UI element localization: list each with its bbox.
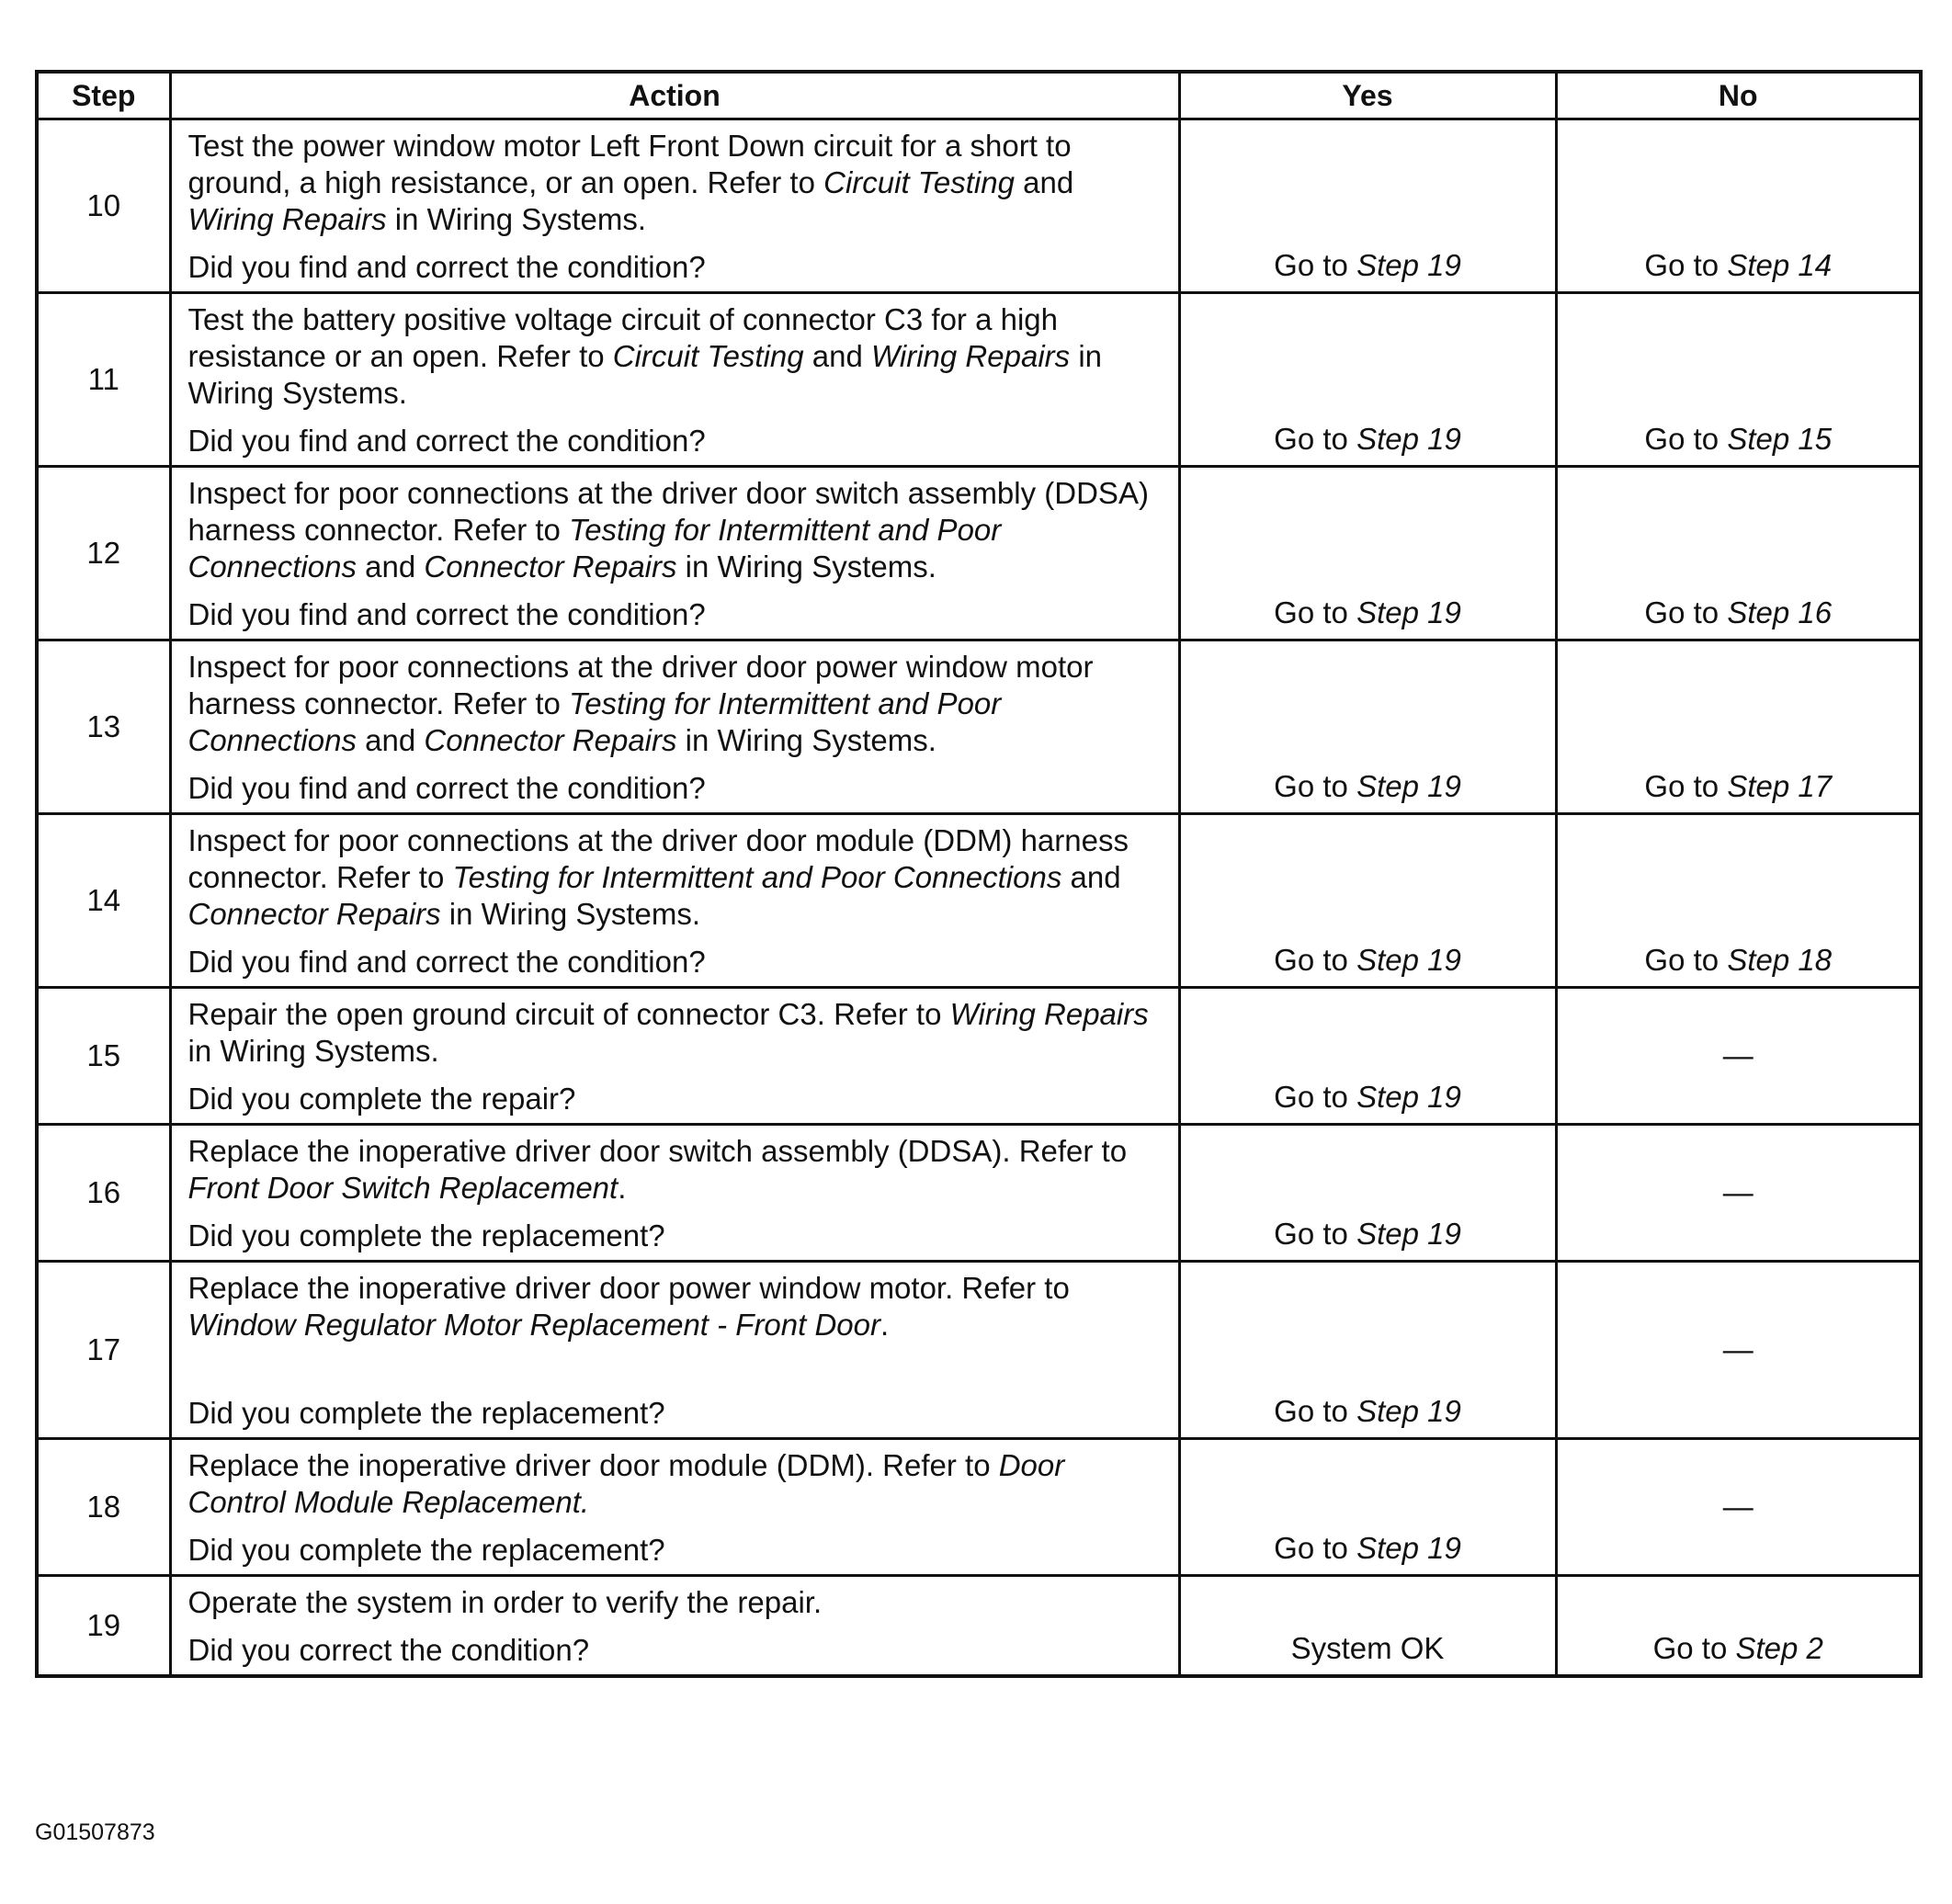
no-result: [1556, 1439, 1921, 1576]
text-run: and: [1014, 165, 1074, 199]
action-cell: [170, 1125, 1179, 1262]
action-cell: [170, 640, 1179, 814]
text-run: in Wiring Systems.: [187, 1034, 439, 1068]
no-result: [1556, 1262, 1921, 1439]
step-number: 16: [37, 1125, 170, 1262]
italic-reference: Step 15: [1727, 422, 1833, 456]
text-run: in Wiring Systems.: [187, 339, 1103, 410]
action-instruction: [188, 649, 1165, 759]
action-cell: [170, 988, 1179, 1125]
italic-reference: Step 14: [1727, 248, 1833, 282]
action-instruction: [188, 1447, 1165, 1521]
yes-result: [1179, 814, 1556, 988]
action-question: Did you complete the replacement?: [187, 1396, 665, 1430]
action-instruction: [188, 1133, 1165, 1207]
text-run: .: [618, 1171, 627, 1205]
italic-reference: Connector Repairs: [424, 723, 677, 757]
no-result: [1556, 119, 1921, 293]
text-run: Go to: [1644, 943, 1728, 977]
italic-reference: Testing for Intermittent and Poor Connections: [187, 513, 1002, 584]
no-result: [1556, 988, 1921, 1125]
italic-reference: Wiring Repairs: [949, 997, 1149, 1031]
action-question: Did you correct the condition?: [187, 1633, 590, 1667]
action-cell: [170, 1262, 1179, 1439]
no-result: [1556, 293, 1921, 467]
text-run: —: [1722, 1175, 1753, 1209]
italic-reference: Window Regulator Motor Replacement - Front Door: [187, 1308, 881, 1342]
text-run: Repair the open ground circuit of connector C3. Refer to: [187, 997, 950, 1031]
italic-reference: Step 19: [1356, 595, 1461, 629]
italic-reference: Front Door Switch Replacement: [187, 1171, 619, 1205]
table-row: [37, 119, 1921, 293]
text-run: Inspect for poor connections at the driver door module (DDM) harness connector. Refer to: [187, 823, 1129, 894]
yes-result: [1179, 640, 1556, 814]
italic-reference: Connector Repairs: [187, 897, 441, 931]
step-number: 10: [37, 119, 170, 293]
text-run: Go to: [1274, 1394, 1357, 1428]
italic-reference: Step 19: [1356, 1531, 1461, 1565]
text-run: Go to: [1274, 1080, 1357, 1114]
text-run: Go to: [1644, 422, 1728, 456]
action-question: Did you find and correct the condition?: [187, 771, 706, 805]
header-yes: Yes: [1179, 72, 1556, 119]
italic-reference: Connector Repairs: [424, 550, 677, 584]
action-question: Did you complete the replacement?: [187, 1218, 665, 1252]
action-cell: [170, 293, 1179, 467]
action-question: Did you find and correct the condition?: [187, 424, 706, 458]
text-run: Test the battery positive voltage circuit of connector C3 for a high resistance or an open. Refer to: [187, 302, 1058, 373]
italic-reference: Step 19: [1356, 422, 1461, 456]
yes-result: [1179, 1576, 1556, 1677]
figure-id: G01507873: [35, 1819, 155, 1845]
table-row: [37, 467, 1921, 640]
no-result: [1556, 640, 1921, 814]
blank-line: [188, 1343, 1165, 1384]
table-row: [37, 293, 1921, 467]
italic-reference: Step 19: [1356, 1394, 1461, 1428]
table-row: [37, 1576, 1921, 1677]
text-run: and: [1061, 860, 1121, 894]
table-row: [37, 814, 1921, 988]
action-question: Did you complete the repair?: [187, 1082, 576, 1116]
italic-reference: Circuit Testing: [823, 165, 1015, 199]
text-run: Go to: [1274, 595, 1357, 629]
text-run: Go to: [1644, 769, 1728, 803]
text-run: and: [356, 723, 425, 757]
table-row: [37, 988, 1921, 1125]
action-cell: [170, 1576, 1179, 1677]
italic-reference: Step 19: [1356, 1080, 1461, 1114]
text-run: .: [880, 1308, 890, 1342]
step-number: 13: [37, 640, 170, 814]
yes-result: [1179, 293, 1556, 467]
text-run: Replace the inoperative driver door module (DDM). Refer to: [187, 1448, 999, 1482]
text-run: Go to: [1274, 248, 1357, 282]
text-run: Go to: [1274, 1531, 1357, 1565]
step-number: 12: [37, 467, 170, 640]
italic-reference: Wiring Repairs: [871, 339, 1071, 373]
action-instruction: [188, 475, 1165, 585]
table-row: [37, 1262, 1921, 1439]
header-step: Step: [37, 72, 170, 119]
text-run: and: [803, 339, 872, 373]
table-header-row: [37, 72, 1921, 119]
step-number: 17: [37, 1262, 170, 1439]
action-question: Did you find and correct the condition?: [187, 250, 706, 284]
text-run: in Wiring Systems.: [386, 202, 646, 236]
italic-reference: Step 19: [1356, 248, 1461, 282]
text-run: Go to: [1274, 422, 1357, 456]
text-run: in Wiring Systems.: [440, 897, 701, 931]
text-run: in Wiring Systems.: [676, 723, 936, 757]
italic-reference: Step 2: [1735, 1631, 1823, 1665]
text-run: and: [356, 550, 425, 584]
action-cell: [170, 814, 1179, 988]
action-cell: [170, 119, 1179, 293]
table-body: [37, 119, 1921, 1677]
yes-result: [1179, 1125, 1556, 1262]
italic-reference: Step 19: [1356, 769, 1461, 803]
action-question: Did you find and correct the condition?: [187, 597, 706, 631]
step-number: 11: [37, 293, 170, 467]
italic-reference: Testing for Intermittent and Poor Connections: [452, 860, 1062, 894]
text-run: Go to: [1652, 1631, 1736, 1665]
text-run: Replace the inoperative driver door switch assembly (DDSA). Refer to: [187, 1134, 1128, 1168]
text-run: Replace the inoperative driver door power window motor. Refer to: [187, 1271, 1070, 1305]
no-result: [1556, 1576, 1921, 1677]
text-run: Inspect for poor connections at the driver door power window motor harness connector. Refer to: [187, 650, 1094, 720]
action-question: Did you complete the replacement?: [187, 1533, 665, 1567]
yes-result: [1179, 1439, 1556, 1576]
yes-result: [1179, 988, 1556, 1125]
header-no: No: [1556, 72, 1921, 119]
text-run: —: [1722, 1490, 1753, 1524]
text-run: in Wiring Systems.: [676, 550, 936, 584]
step-number: 14: [37, 814, 170, 988]
text-run: Go to: [1644, 595, 1728, 629]
action-cell: [170, 1439, 1179, 1576]
text-run: Operate the system in order to verify the repair.: [187, 1585, 823, 1619]
action-cell: [170, 467, 1179, 640]
text-run: System OK: [1290, 1631, 1445, 1665]
yes-result: [1179, 119, 1556, 293]
action-question: Did you find and correct the condition?: [187, 945, 706, 979]
action-instruction: [188, 1270, 1165, 1343]
table-row: [37, 640, 1921, 814]
table-row: [37, 1125, 1921, 1262]
yes-result: [1179, 467, 1556, 640]
no-result: [1556, 467, 1921, 640]
diagnostic-table: [35, 70, 1923, 1678]
italic-reference: Step 16: [1727, 595, 1833, 629]
text-run: Go to: [1274, 943, 1357, 977]
italic-reference: Step 17: [1727, 769, 1833, 803]
action-instruction: [188, 996, 1165, 1070]
text-run: Inspect for poor connections at the driver door switch assembly (DDSA) harness connector. Refer to: [187, 476, 1149, 547]
text-run: Go to: [1644, 248, 1728, 282]
action-instruction: [188, 1584, 1165, 1621]
italic-reference: Step 18: [1727, 943, 1833, 977]
text-run: Go to: [1274, 1217, 1357, 1251]
no-result: [1556, 814, 1921, 988]
action-instruction: [188, 301, 1165, 412]
italic-reference: Step 19: [1356, 943, 1461, 977]
header-action: Action: [170, 72, 1179, 119]
table-row: [37, 1439, 1921, 1576]
text-run: Test the power window motor Left Front Down circuit for a short to ground, a high resistance, or an open. Refer to: [187, 129, 1072, 199]
step-number: 18: [37, 1439, 170, 1576]
text-run: —: [1722, 1332, 1753, 1366]
italic-reference: Testing for Intermittent and Poor Connections: [187, 686, 1002, 757]
action-instruction: [188, 822, 1165, 933]
action-instruction: [188, 128, 1165, 238]
step-number: 15: [37, 988, 170, 1125]
italic-reference: Circuit Testing: [612, 339, 804, 373]
italic-reference: Wiring Repairs: [187, 202, 387, 236]
italic-reference: Step 19: [1356, 1217, 1461, 1251]
text-run: —: [1722, 1038, 1753, 1072]
italic-reference: Door Control Module Replacement.: [187, 1448, 1065, 1519]
step-number: 19: [37, 1576, 170, 1677]
text-run: Go to: [1274, 769, 1357, 803]
yes-result: [1179, 1262, 1556, 1439]
no-result: [1556, 1125, 1921, 1262]
